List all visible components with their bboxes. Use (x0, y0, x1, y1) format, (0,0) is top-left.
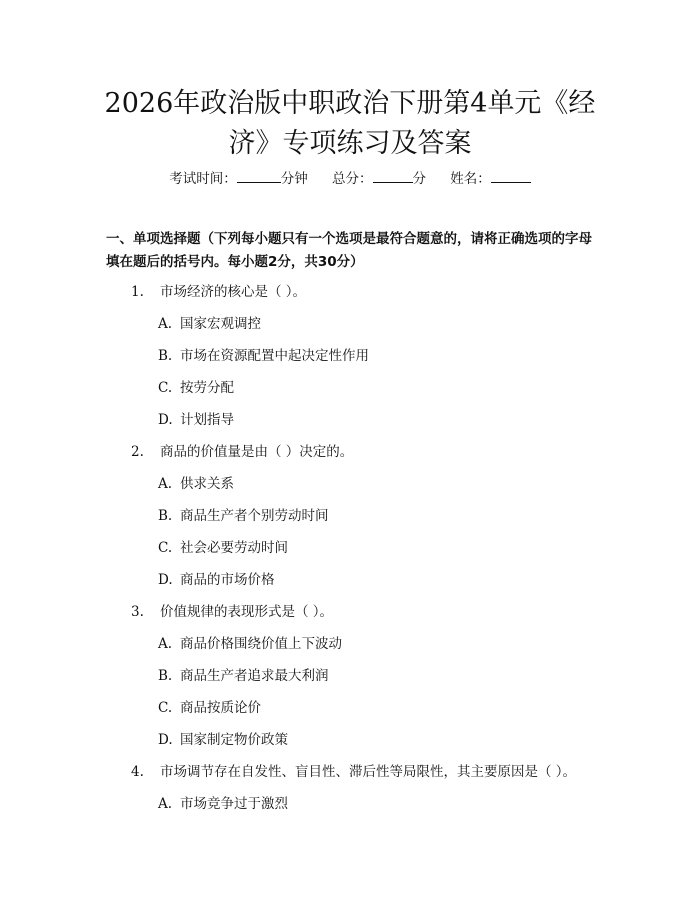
option-d (0, 408, 700, 440)
question-number: 1. (131, 284, 144, 300)
option-b (0, 504, 700, 536)
exam-meta (0, 168, 700, 189)
question-number: 3. (131, 604, 144, 620)
option-letter: B. (158, 668, 173, 684)
option-text: 商品生产者个别劳动时间 (180, 508, 329, 524)
name-field (450, 168, 531, 189)
question-number: 4. (131, 764, 144, 780)
exam-time-label: 考试时间： (169, 171, 237, 187)
question-text: 价值规律的表现形式是（ ）。 (160, 604, 334, 620)
option-letter: C. (158, 540, 173, 556)
question-2 (0, 440, 700, 472)
option-letter: A. (158, 476, 173, 492)
question-3 (0, 600, 700, 632)
title-line-2: 济》专项练习及答案 (228, 128, 472, 159)
option-letter: C. (158, 700, 173, 716)
option-a (0, 472, 700, 504)
name-blank (491, 168, 531, 183)
option-b (0, 664, 700, 696)
option-d (0, 728, 700, 760)
option-b (0, 344, 700, 376)
option-text: 市场在资源配置中起决定性作用 (180, 348, 369, 364)
question-text: 市场调节存在自发性、盲目性、滞后性等局限性，其主要原因是（ ）。 (160, 764, 577, 780)
option-letter: A. (158, 316, 173, 332)
question-1 (0, 280, 700, 312)
score-blank (373, 168, 413, 183)
page-title (100, 84, 600, 164)
option-letter: C. (158, 380, 173, 396)
option-letter: D. (158, 572, 173, 588)
option-text: 国家制定物价政策 (180, 732, 288, 748)
option-a (0, 792, 700, 824)
option-text: 社会必要劳动时间 (180, 540, 288, 556)
option-d (0, 568, 700, 600)
option-text: 供求关系 (180, 476, 234, 492)
option-letter: B. (158, 508, 173, 524)
option-letter: D. (158, 732, 173, 748)
option-c (0, 376, 700, 408)
section-heading: 一、单项选择题（下列每小题只有一个选项是最符合题意的，请将正确选项的字母填在题后的括号内。每小题2分，共30分） (106, 231, 592, 270)
option-text: 商品的市场价格 (180, 572, 275, 588)
option-text: 计划指导 (180, 412, 234, 428)
question-4 (0, 760, 700, 792)
score-label: 总分： (332, 171, 373, 187)
question-text: 市场经济的核心是（ ）。 (160, 284, 307, 300)
title-line-1: 2026年政治版中职政治下册第4单元《经 (104, 88, 596, 119)
option-letter: B. (158, 348, 173, 364)
score-unit: 分 (412, 171, 426, 187)
option-letter: D. (158, 412, 173, 428)
option-text: 市场竞争过于激烈 (180, 796, 288, 812)
option-c (0, 536, 700, 568)
option-c (0, 696, 700, 728)
option-text: 商品生产者追求最大利润 (180, 668, 329, 684)
option-letter: A. (158, 636, 173, 652)
option-a (0, 632, 700, 664)
name-label: 姓名： (450, 171, 491, 187)
score-field (332, 168, 426, 189)
exam-time-blank (237, 168, 281, 183)
option-text: 商品价格围绕价值上下波动 (180, 636, 342, 652)
option-text: 国家宏观调控 (180, 316, 261, 332)
option-a (0, 312, 700, 344)
exam-time-unit: 分钟 (280, 171, 308, 187)
option-text: 按劳分配 (180, 380, 234, 396)
exam-time-field (169, 168, 308, 189)
option-letter: A. (158, 796, 173, 812)
question-list (0, 280, 700, 824)
question-number: 2. (131, 444, 144, 460)
question-text: 商品的价值量是由（ ）决定的。 (160, 444, 354, 460)
option-text: 商品按质论价 (180, 700, 261, 716)
